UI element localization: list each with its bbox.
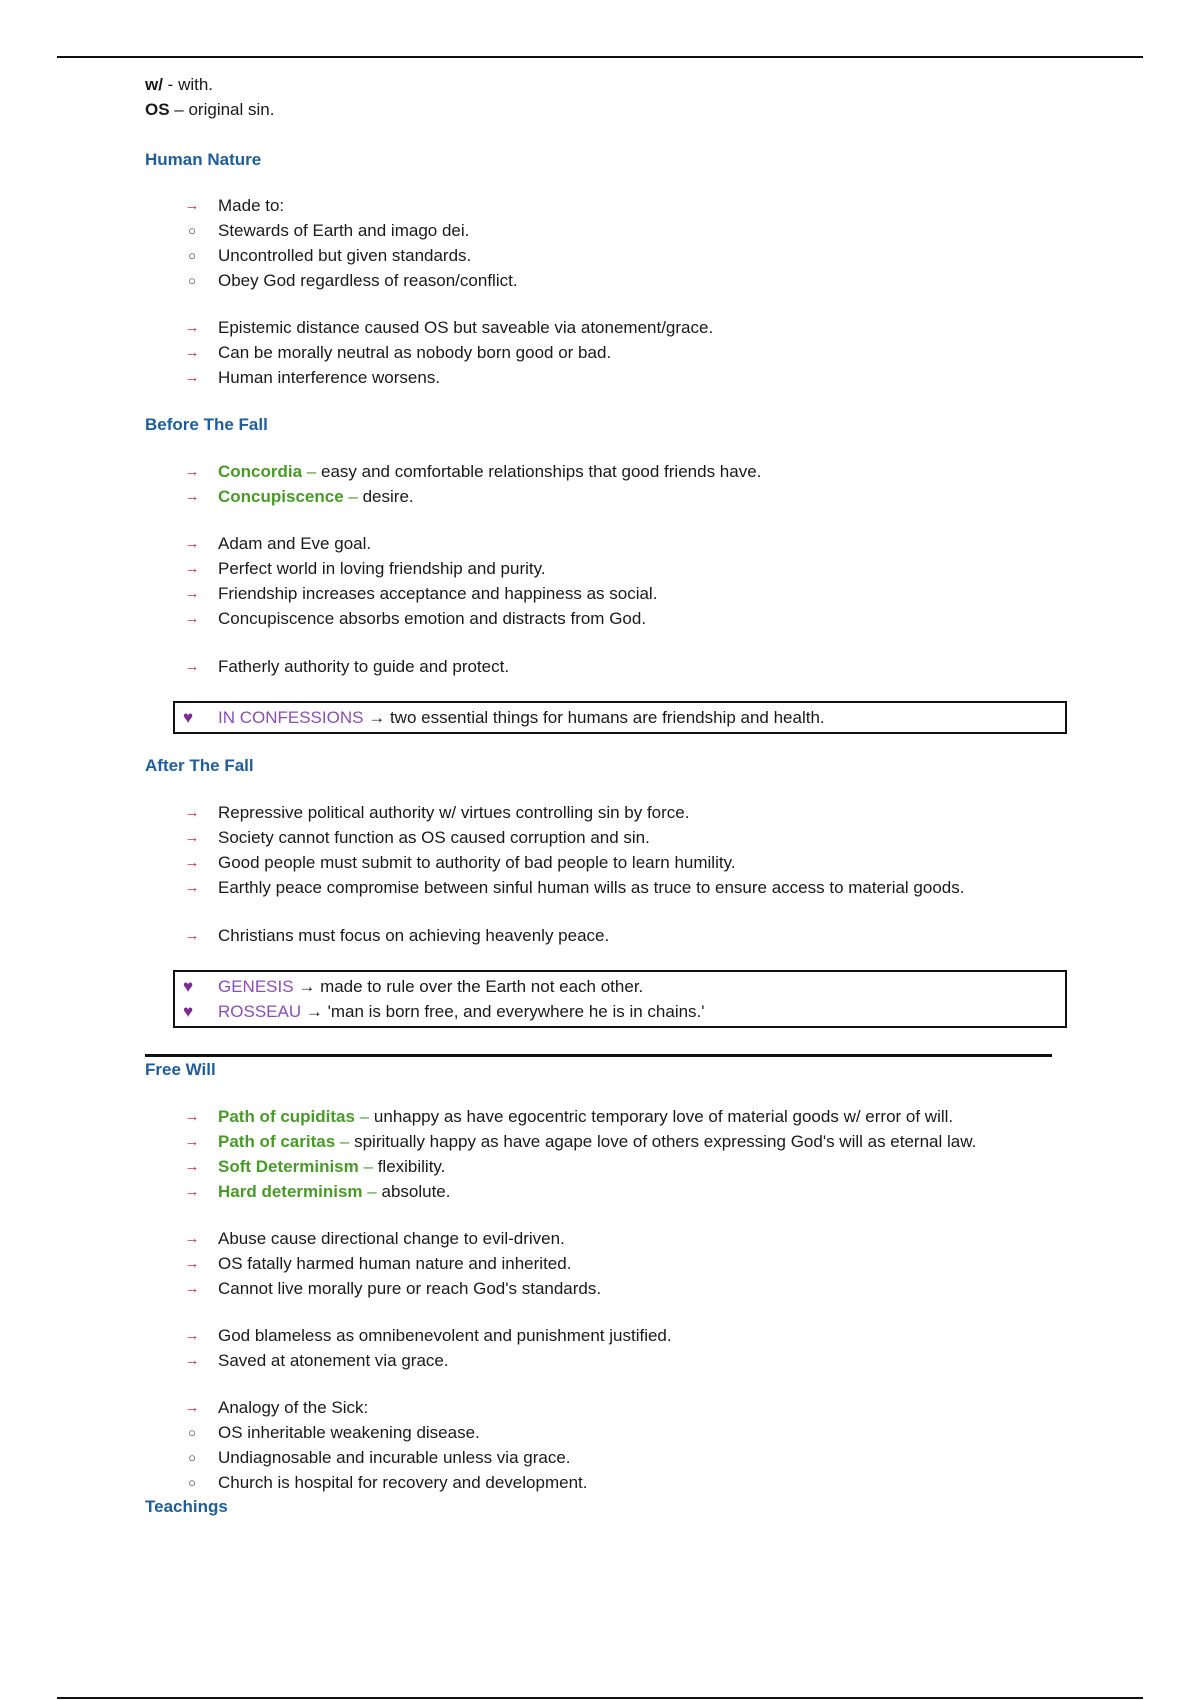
term-dash: – bbox=[367, 1182, 377, 1201]
term: Path of caritas bbox=[218, 1132, 336, 1151]
circle-bullet-icon: ○ bbox=[188, 248, 196, 263]
list-item bbox=[145, 1323, 1075, 1348]
item-text: Good people must submit to authority of bad people to learn humility. bbox=[218, 853, 736, 872]
list-item bbox=[145, 218, 1075, 243]
quote-line bbox=[175, 974, 1065, 999]
arrow-icon: → bbox=[184, 197, 200, 214]
list-item bbox=[145, 1129, 1075, 1154]
item-text: Epistemic distance caused OS but saveable via atonement/grace. bbox=[218, 318, 714, 337]
list-item bbox=[145, 1445, 1075, 1470]
list-item bbox=[145, 1276, 1075, 1301]
list-item bbox=[145, 923, 1075, 948]
list-item bbox=[145, 850, 1075, 875]
arrow-icon: → bbox=[184, 1108, 200, 1125]
after-fall-points bbox=[145, 800, 1075, 900]
arrow-icon: → bbox=[184, 1280, 200, 1297]
abbr-meaning: with. bbox=[178, 75, 214, 94]
arrow-icon: → bbox=[184, 344, 200, 361]
human-nature-points bbox=[145, 315, 1075, 390]
circle-bullet-icon: ○ bbox=[188, 1425, 196, 1440]
definition: flexibility. bbox=[377, 1157, 446, 1176]
heading-human-nature: Human Nature bbox=[145, 150, 262, 169]
definition: absolute. bbox=[381, 1182, 451, 1201]
item-text: Stewards of Earth and imago dei. bbox=[218, 221, 470, 240]
abbreviation-with bbox=[145, 72, 1075, 97]
item-text: Can be morally neutral as nobody born good or bad. bbox=[218, 343, 612, 362]
item-text: Fatherly authority to guide and protect. bbox=[218, 657, 510, 676]
list-item bbox=[145, 531, 1075, 556]
human-nature-made-to-list bbox=[145, 193, 1075, 293]
quote-line bbox=[175, 999, 1065, 1024]
item-text: OS inheritable weakening disease. bbox=[218, 1423, 480, 1442]
term: Concordia bbox=[218, 462, 303, 481]
item-text: Abuse cause directional change to evil-driven. bbox=[218, 1229, 565, 1248]
item-text: Made to: bbox=[218, 196, 285, 215]
term: Concupiscence bbox=[218, 487, 344, 506]
free-will-points-2 bbox=[145, 1323, 1075, 1373]
arrow-icon: → bbox=[184, 804, 200, 821]
arrow-icon: → bbox=[184, 369, 200, 386]
item-text: Saved at atonement via grace. bbox=[218, 1351, 449, 1370]
term-dash: – bbox=[348, 487, 358, 506]
definition: spiritually happy as have agape love of others expressing God's will as eternal law. bbox=[354, 1132, 977, 1151]
arrow-icon: → bbox=[184, 1255, 200, 1272]
arrow-icon: → bbox=[184, 610, 200, 627]
quote-source: IN CONFESSIONS bbox=[218, 708, 364, 727]
list-item bbox=[145, 193, 1075, 218]
free-will-terms bbox=[145, 1104, 1075, 1204]
list-item bbox=[145, 1470, 1075, 1495]
item-text: Cannot live morally pure or reach God's standards. bbox=[218, 1279, 602, 1298]
list-item bbox=[145, 1420, 1075, 1445]
quote-arrow-icon: → bbox=[305, 1002, 323, 1021]
arrow-icon: → bbox=[184, 854, 200, 871]
heading-free-will: Free Will bbox=[145, 1060, 216, 1079]
circle-bullet-icon: ○ bbox=[188, 1450, 196, 1465]
arrow-icon: → bbox=[184, 535, 200, 552]
abbr-sep: – bbox=[169, 100, 189, 119]
arrow-icon: → bbox=[184, 1352, 200, 1369]
arrow-icon: → bbox=[184, 463, 200, 480]
circle-bullet-icon: ○ bbox=[188, 1475, 196, 1490]
arrow-icon: → bbox=[184, 1183, 200, 1200]
arrow-icon: → bbox=[184, 1327, 200, 1344]
before-fall-terms bbox=[145, 459, 1075, 509]
item-text: Friendship increases acceptance and happiness as social. bbox=[218, 584, 658, 603]
abbr-meaning: original sin. bbox=[188, 100, 275, 119]
list-item bbox=[145, 875, 1075, 900]
quote-text: two essential things for humans are friendship and health. bbox=[389, 708, 825, 727]
list-item bbox=[145, 484, 1075, 509]
item-text: Repressive political authority w/ virtues controlling sin by force. bbox=[218, 803, 690, 822]
list-item bbox=[145, 800, 1075, 825]
section-divider bbox=[145, 1054, 1052, 1057]
list-item bbox=[145, 1179, 1075, 1204]
term-dash: – bbox=[363, 1157, 373, 1176]
item-text: Church is hospital for recovery and development. bbox=[218, 1473, 588, 1492]
list-item bbox=[145, 268, 1075, 293]
quote-box bbox=[173, 701, 1067, 734]
term-dash: – bbox=[339, 1132, 350, 1151]
top-rule bbox=[57, 56, 1143, 58]
abbreviation-os bbox=[145, 97, 1075, 122]
arrow-icon: → bbox=[184, 1133, 200, 1150]
after-fall-points-2 bbox=[145, 923, 1075, 948]
quote-line bbox=[175, 705, 1065, 730]
item-text: Adam and Eve goal. bbox=[218, 534, 372, 553]
arrow-icon: → bbox=[184, 1399, 200, 1416]
circle-bullet-icon: ○ bbox=[188, 223, 196, 238]
item-text: Human interference worsens. bbox=[218, 368, 441, 387]
heart-icon: ♥ bbox=[183, 1002, 194, 1021]
heart-icon: ♥ bbox=[183, 977, 194, 996]
list-item bbox=[145, 459, 1075, 484]
free-will-points bbox=[145, 1226, 1075, 1301]
arrow-icon: → bbox=[184, 560, 200, 577]
heading-before-the-fall: Before The Fall bbox=[145, 415, 268, 434]
arrow-icon: → bbox=[184, 658, 200, 675]
list-item bbox=[145, 243, 1075, 268]
arrow-icon: → bbox=[184, 879, 200, 896]
list-item bbox=[145, 606, 1075, 631]
abbr-term: w/ bbox=[145, 75, 163, 94]
definition: desire. bbox=[362, 487, 414, 506]
item-text: Analogy of the Sick: bbox=[218, 1398, 369, 1417]
quote-arrow-icon: → bbox=[298, 977, 316, 996]
list-item bbox=[145, 1104, 1075, 1129]
quote-source: GENESIS bbox=[218, 977, 294, 996]
bottom-rule bbox=[57, 1697, 1143, 1699]
term-dash: – bbox=[306, 462, 317, 481]
definition: easy and comfortable relationships that good friends have. bbox=[321, 462, 762, 481]
circle-bullet-icon: ○ bbox=[188, 273, 196, 288]
definition: unhappy as have egocentric temporary love of material goods w/ error of will. bbox=[373, 1107, 954, 1126]
arrow-icon: → bbox=[184, 1158, 200, 1175]
item-text: God blameless as omnibenevolent and punishment justified. bbox=[218, 1326, 672, 1345]
list-item bbox=[145, 581, 1075, 606]
arrow-icon: → bbox=[184, 927, 200, 944]
term-dash: – bbox=[359, 1107, 370, 1126]
item-text: Uncontrolled but given standards. bbox=[218, 246, 472, 265]
arrow-icon: → bbox=[184, 1230, 200, 1247]
list-item bbox=[145, 365, 1075, 390]
list-item bbox=[145, 654, 1075, 679]
item-text: OS fatally harmed human nature and inherited. bbox=[218, 1254, 572, 1273]
item-text: Obey God regardless of reason/conflict. bbox=[218, 271, 518, 290]
list-item bbox=[145, 556, 1075, 581]
quote-box bbox=[173, 970, 1067, 1028]
list-item bbox=[145, 1348, 1075, 1373]
arrow-icon: → bbox=[184, 319, 200, 336]
heading-after-the-fall: After The Fall bbox=[145, 756, 254, 775]
arrow-icon: → bbox=[184, 585, 200, 602]
list-item bbox=[145, 1226, 1075, 1251]
list-item bbox=[145, 825, 1075, 850]
list-item bbox=[145, 1395, 1075, 1420]
item-text: Society cannot function as OS caused corruption and sin. bbox=[218, 828, 650, 847]
arrow-icon: → bbox=[184, 829, 200, 846]
term: Soft Determinism bbox=[218, 1157, 359, 1176]
heart-icon: ♥ bbox=[183, 708, 194, 727]
arrow-icon: → bbox=[184, 488, 200, 505]
list-item bbox=[145, 1154, 1075, 1179]
term: Hard determinism bbox=[218, 1182, 363, 1201]
abbr-term: OS bbox=[145, 100, 170, 119]
term: Path of cupiditas bbox=[218, 1107, 355, 1126]
item-text: Earthly peace compromise between sinful human wills as truce to ensure access to material goods. bbox=[218, 878, 965, 897]
document-body bbox=[145, 72, 1075, 1519]
quote-text: made to rule over the Earth not each other. bbox=[320, 977, 644, 996]
item-text: Undiagnosable and incurable unless via grace. bbox=[218, 1448, 571, 1467]
list-item bbox=[145, 340, 1075, 365]
list-item bbox=[145, 1251, 1075, 1276]
analogy-list bbox=[145, 1395, 1075, 1495]
before-fall-points-2 bbox=[145, 654, 1075, 679]
item-text: Concupiscence absorbs emotion and distracts from God. bbox=[218, 609, 647, 628]
item-text: Perfect world in loving friendship and purity. bbox=[218, 559, 546, 578]
quote-text: 'man is born free, and everywhere he is in chains.' bbox=[327, 1002, 705, 1021]
heading-teachings: Teachings bbox=[145, 1497, 228, 1516]
quote-source: ROSSEAU bbox=[218, 1002, 302, 1021]
list-item bbox=[145, 315, 1075, 340]
item-text: Christians must focus on achieving heavenly peace. bbox=[218, 926, 610, 945]
abbr-sep: - bbox=[162, 75, 179, 94]
before-fall-points bbox=[145, 531, 1075, 631]
quote-arrow-icon: → bbox=[368, 708, 386, 727]
